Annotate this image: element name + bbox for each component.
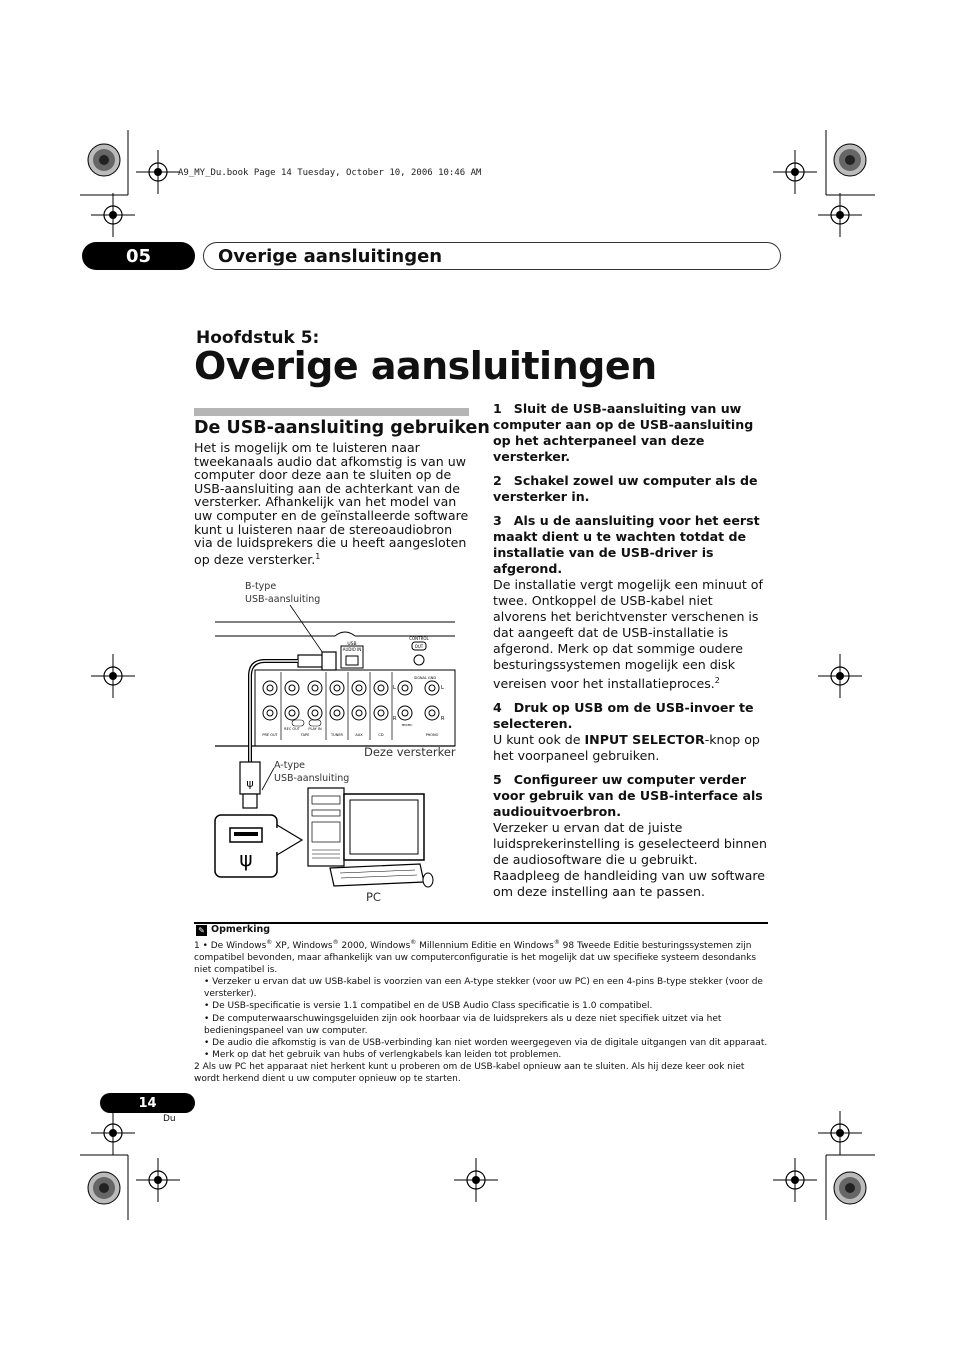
note-pencil-icon: ✎ — [196, 925, 207, 936]
step-2 — [493, 473, 768, 505]
panel-out-label: OUT — [414, 644, 424, 649]
panel-l-label-1: L — [393, 685, 396, 691]
note-bullet-2: • Verzeker u ervan dat uw USB-kabel is voorzien van een A-type stekker (voor uw PC) en een 4-pins B-type stekker (voor de versterker). — [204, 977, 763, 1000]
intro-paragraph — [194, 441, 470, 567]
reg-mark: ® — [332, 939, 339, 946]
panel-rec-out-label: REC OUT — [284, 727, 300, 731]
note-1-c: 2000, Windows — [338, 941, 411, 951]
note-1 — [194, 937, 768, 976]
print-header: A9_MY_Du.book Page 14 Tuesday, October 10, 2006 10:46 AM — [178, 168, 482, 178]
page-language: Du — [163, 1114, 176, 1124]
page-number: 14 — [100, 1093, 195, 1113]
step-3-number: 3 — [493, 513, 502, 528]
step-4-body-bold: INPUT SELECTOR — [584, 732, 705, 748]
svg-text:ψ: ψ — [246, 777, 254, 790]
step-3-body — [493, 577, 768, 692]
step-3 — [493, 513, 768, 692]
step-2-heading: Schakel zowel uw computer als de versterker in. — [493, 473, 758, 504]
note-bullet-6: • Merk op dat het gebruik van hubs of verlengkabels kan leiden tot problemen. — [204, 1049, 562, 1060]
panel-mm-mc-label: MM/MC — [401, 723, 413, 727]
reg-mark: ® — [266, 939, 273, 946]
panel-control-label: CONTROL — [409, 636, 429, 641]
svg-text:ψ: ψ — [239, 847, 253, 871]
note-2: 2 Als uw PC het apparaat niet herkent kunt u proberen om de USB-kabel opnieuw aan te sluiten. Als hij deze keer ook niet wordt herkend dient u uw computer opnieuw op te starten. — [194, 1061, 745, 1085]
step-4-body-pre: U kunt ook de — [493, 732, 585, 748]
section-heading: De USB-aansluiting gebruiken — [194, 418, 490, 438]
section-rule — [194, 408, 469, 416]
panel-signal-gnd-label: SIGNAL GND — [413, 676, 437, 680]
panel-usb-label: USB — [347, 642, 357, 647]
step-3-text: De installatie vergt mogelijk een minuut of twee. Ontkoppel de USB-kabel niet alvorens het berichtvenster verschenen is dat aangeeft dat de USB-installatie is afgerond. Merk op dat sommige oudere besturingssystemen mogelijk een disk vereisen voor het installatieproces. — [493, 577, 763, 692]
atype-label-line2: USB-aansluiting — [274, 773, 350, 784]
note-bullet-3: • De USB-specificatie is versie 1.1 compatibel en de USB Audio Class specificatie is 1.0 compatibel. — [204, 1001, 653, 1012]
atype-label-line1: A-type — [274, 760, 305, 771]
step-4-heading: Druk op USB om de USB-invoer te selecteren. — [493, 700, 754, 732]
page-title: Overige aansluitingen — [194, 344, 657, 388]
note-1-d: Millennium Editie en Windows — [416, 941, 554, 951]
pc-label: PC — [366, 890, 381, 904]
panel-play-in-label: PLAY IN — [308, 727, 322, 731]
note-1-a: 1 • De Windows — [194, 941, 267, 951]
note-bullet-4: • De computerwaarschuwingsgeluiden zijn ook hoorbaar via de luidsprekers als u deze niet specifiek uitzet via het bedieningspaneel van uw computer. — [204, 1013, 722, 1036]
panel-audio-in-label: AUDIO IN — [342, 647, 362, 652]
step-5 — [493, 772, 768, 900]
reg-mark: ® — [553, 939, 560, 946]
panel-l-label-2: L — [441, 685, 444, 691]
step-2-number: 2 — [493, 473, 502, 488]
panel-r-label-1: R — [393, 716, 397, 722]
step-5-body: Verzeker u ervan dat de juiste luidsprekerinstelling is geselecteerd binnen de audiosoftware die u gebruikt. Raadpleeg de handleiding van uw software om deze instelling aan te passen. — [493, 820, 768, 900]
step-4 — [493, 700, 768, 764]
steps-column — [493, 401, 768, 908]
step-1-number: 1 — [493, 401, 502, 416]
notes-block — [194, 937, 768, 1085]
panel-phono-label: PHONO — [425, 733, 439, 737]
step-3-heading: Als u de aansluiting voor het eerst maakt dient u te wachten totdat de installatie van de USB-driver is afgerond. — [493, 513, 760, 576]
usb-connection-diagram — [210, 600, 470, 890]
step-4-body — [493, 732, 768, 764]
step-3-note-ref: 2 — [714, 676, 720, 685]
note-rule — [194, 922, 768, 924]
note-1-e: 98 Tweede Editie besturingssystemen zijn compatibel bevonden, maar afhankelijk van uw computerconfiguratie is het mogelijk dat uw specifieke systeem desondanks niet compatibel is. — [194, 941, 757, 976]
note-bullet-5: • De audio die afkomstig is van de USB-verbinding kan niet worden weergegeven via de digitale uitgangen van dit apparaat. — [204, 1037, 768, 1048]
btype-label-line1: B-type — [245, 581, 277, 592]
chapter-label: Hoofdstuk 5: — [196, 328, 320, 348]
chapter-title: Overige aansluitingen — [218, 245, 443, 267]
step-1 — [493, 401, 768, 465]
chapter-title-bar — [203, 242, 781, 270]
reg-mark: ® — [410, 939, 417, 946]
panel-r-label-2: R — [441, 716, 445, 722]
step-5-number: 5 — [493, 772, 502, 788]
step-4-body-post: -knop op het voorpaneel gebruiken. — [493, 732, 760, 764]
intro-text: Het is mogelijk om te luisteren naar tweekanaals audio dat afkomstig is van uw computer door deze aan te sluiten op de USB-aansluiting aan de achterkant van de versterker. Afhankelijk van het model van uw computer en de geïnstalleerde software kunt u luisteren naar de stereoaudiobron via de luidsprekers die u heeft aangesloten op deze versterker. — [194, 440, 469, 567]
note-title: Opmerking — [211, 924, 271, 935]
panel-pre-out-label: PRE OUT — [262, 733, 278, 737]
intro-note-ref: 1 — [315, 551, 321, 561]
step-5-heading: Configureer uw computer verder voor gebruik van de USB-interface als audiouitvoerbron. — [493, 772, 763, 820]
panel-aux-label: AUX — [355, 733, 363, 737]
panel-tuner-label: TUNER — [331, 733, 343, 737]
step-4-number: 4 — [493, 700, 502, 716]
amp-label: Deze versterker — [364, 745, 456, 759]
step-1-heading: Sluit de USB-aansluiting van uw computer aan op de USB-aansluiting op het achterpaneel van deze versterker. — [493, 401, 754, 464]
chapter-number-badge: 05 — [82, 242, 195, 270]
panel-tape-label: TAPE — [300, 733, 310, 737]
btype-label-line2: USB-aansluiting — [245, 594, 321, 605]
note-1-b: XP, Windows — [272, 941, 333, 951]
panel-cd-label: CD — [378, 733, 384, 737]
